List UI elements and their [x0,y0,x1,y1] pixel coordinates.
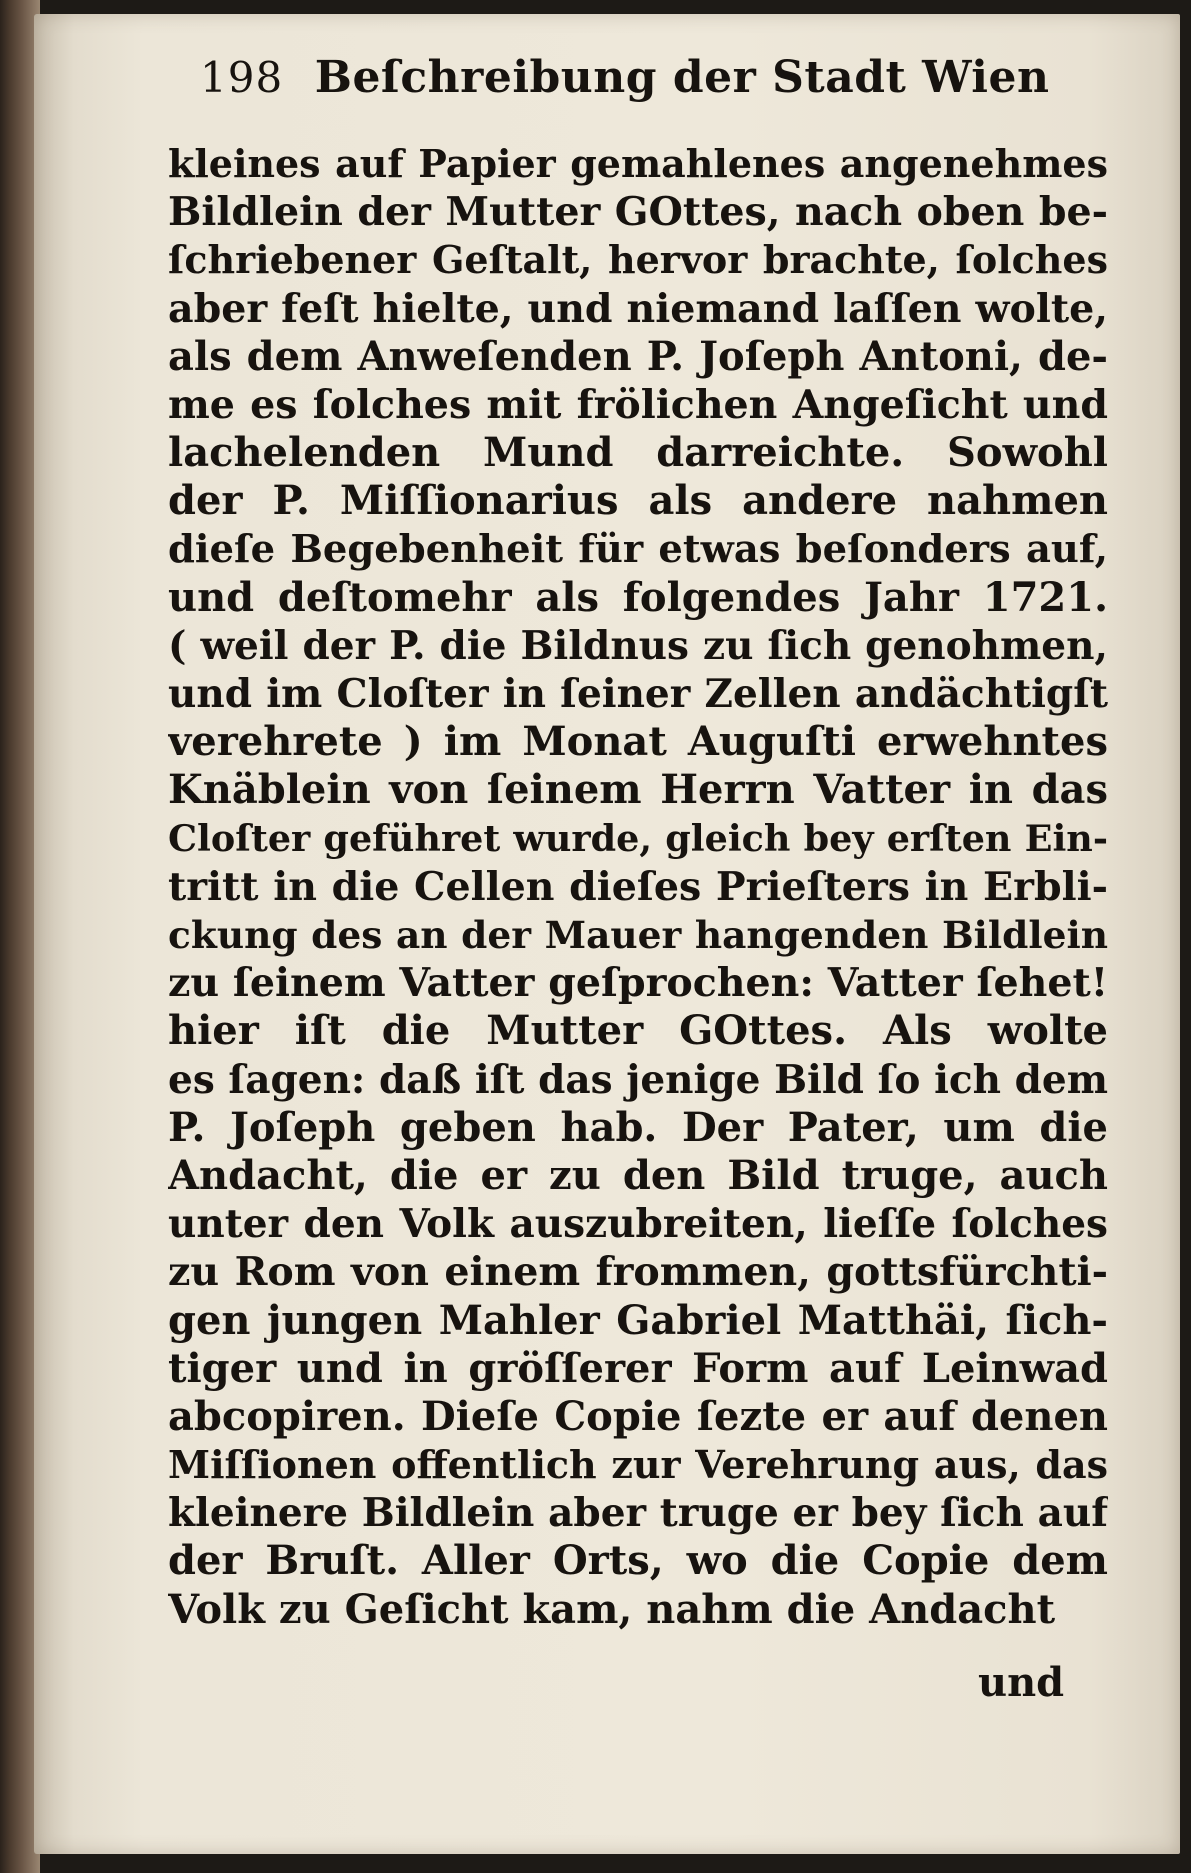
text-line: unter den Volk auszubreiten, lieſſe ſolches [168,1201,1108,1248]
body-text [168,140,1108,1634]
page-number: 198 [200,53,284,102]
text-line: kleines auf Papier gemahlenes angenehmes [168,141,1108,186]
text-line: zu ſeinem Vatter geſprochen: Vatter ſehet! [168,960,1108,1007]
text-line: me es ſolches mit frölichen Angeſicht und [168,381,1108,428]
text-line: und im Cloſter in ſeiner Zellen andächtigſt [168,671,1108,718]
text-line: abcopiren. Dieſe Copie ſezte er auf denen [168,1392,1108,1440]
text-line: der P. Miſſionarius als andere nahmen [168,477,1108,525]
text-line: hier iſt die Mutter GOttes. Als wolte [168,1007,1108,1055]
text-line: P. Joſeph geben hab. Der Pater, um die [168,1103,1108,1151]
text-line: und deſtomehr als folgendes Jahr 1721. [168,573,1108,621]
text-line: als dem Anweſenden P. Joſeph Antoni, de- [168,332,1108,380]
text-line: kleinere Bildlein aber truge er bey ſich auf [168,1490,1108,1537]
text-line: ckung des an der Mauer hangenden Bildlein [168,913,1108,957]
text-line: Cloſter geführet wurde, gleich bey erſten Ein- [168,816,1108,860]
text-line: Miſſionen offentlich zur Verehrung aus, das [168,1442,1108,1488]
text-line: Volk zu Geſicht kam, nahm die Andacht [168,1585,1056,1633]
page-header [200,52,1050,132]
text-line: aber feſt hielte, und niemand laſſen wolte, [168,285,1108,332]
text-line: tritt in die Cellen dieſes Prieſters in Erbli- [168,863,1108,910]
text-line: Knäblein von ſeinem Herrn Vatter in das [168,766,1108,814]
text-line: verehrete ) im Monat Auguſti erwehntes [168,718,1108,766]
text-line: gen jungen Mahler Gabriel Matthäi, ſich- [168,1296,1108,1344]
text-line: lachelenden Mund darreichte. Sowohl [168,429,1108,477]
text-line: tiger und in gröſſerer Form auf Leinwad [168,1344,1108,1392]
text-line: zu Rom von einem frommen, gottsfürchti- [168,1249,1108,1296]
text-line: dieſe Begebenheit für etwas beſonders auf, [168,526,1108,572]
catchword: und [978,1659,1065,1706]
text-line: ſchriebener Geſtalt, hervor brachte, ſolches [168,237,1108,283]
running-title: Beſchreibung der Stadt Wien [314,52,1050,103]
text-line: der Bruſt. Aller Orts, wo die Copie dem [168,1537,1108,1585]
text-line: Bildlein der Mutter GOttes, nach oben be- [168,189,1108,236]
text-line: Andacht, die er zu den Bild truge, auch [168,1151,1108,1199]
text-line: es ſagen: daß iſt das jenige Bild ſo ich dem [168,1056,1108,1103]
text-line: ( weil der P. die Bildnus zu ſich genohmen, [168,622,1108,669]
